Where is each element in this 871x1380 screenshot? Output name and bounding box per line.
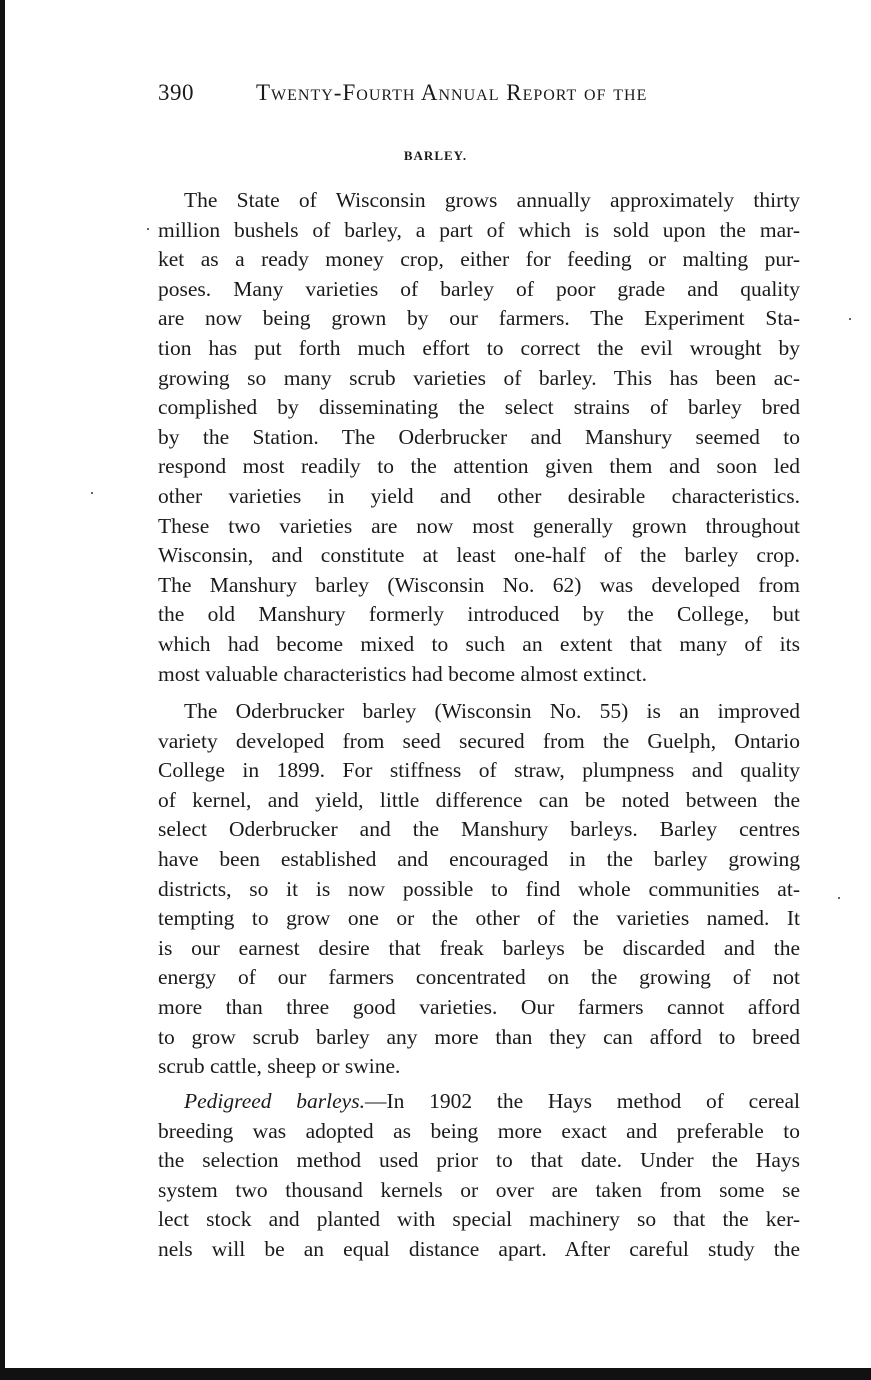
- text-line: select Oderbrucker and the Manshury barleys. Barley centres: [158, 817, 800, 842]
- scan-speck: [838, 897, 840, 899]
- text-line: tion has put forth much effort to correct the evil wrought by: [158, 335, 800, 360]
- text-line: to grow scrub barley any more than they can afford to breed: [158, 1024, 800, 1049]
- running-title: Twenty-Fourth Annual Report of the: [256, 80, 648, 105]
- text-line: nels will be an equal distance apart. After careful study the: [158, 1236, 800, 1261]
- paragraph-1: [158, 186, 800, 689]
- text-line: The Manshury barley (Wisconsin No. 62) was developed from: [158, 572, 800, 597]
- text-line: most valuable characteristics had become almost extinct.: [158, 661, 647, 686]
- text-line: are now being grown by our farmers. The Experiment Sta-: [158, 306, 800, 331]
- text-line: have been established and encouraged in the barley growing: [158, 846, 800, 871]
- text-line: variety developed from seed secured from the Guelph, Ontario: [158, 728, 800, 753]
- text-line: breeding was adopted as being more exact and preferable to: [158, 1118, 800, 1143]
- text-line: tempting to grow one or the other of the varieties named. It: [158, 906, 800, 931]
- scan-speck: [91, 492, 93, 494]
- text-line: scrub cattle, sheep or swine.: [158, 1054, 401, 1079]
- text-line: energy of our farmers concentrated on the growing of not: [158, 965, 800, 990]
- text-line: These two varieties are now most generally grown throughout: [158, 513, 800, 538]
- italic-lead-in: Pedigreed barleys.: [184, 1089, 365, 1113]
- text-line: is our earnest desire that freak barleys be discarded and the: [158, 935, 800, 960]
- text-line: Wisconsin, and constitute at least one-half of the barley crop.: [158, 543, 800, 568]
- section-heading: BARLEY.: [403, 148, 468, 163]
- text-line: poses. Many varieties of barley of poor grade and quality: [158, 276, 800, 301]
- text-line: College in 1899. For stiffness of straw, plumpness and quality: [158, 758, 800, 783]
- text-line: of kernel, and yield, little difference can be noted between the: [158, 787, 800, 812]
- text-line: lect stock and planted with special machinery so that the ker-: [158, 1207, 800, 1232]
- running-head: [158, 80, 798, 114]
- text-line-first: [158, 1087, 800, 1117]
- text-line: The Oderbrucker barley (Wisconsin No. 55) is an improved: [184, 699, 800, 723]
- text-line: million bushels of barley, a part of which is sold upon the mar-: [158, 217, 800, 242]
- text-line: the selection method used prior to that date. Under the Hays: [158, 1148, 800, 1173]
- paragraph-2: [158, 697, 800, 1082]
- text-line: complished by disseminating the select strains of barley bred: [158, 395, 800, 420]
- text-line: by the Station. The Oderbrucker and Manshury seemed to: [158, 424, 800, 449]
- text-run: —In 1902 the Hays method of cereal: [364, 1089, 800, 1113]
- paragraph-3: [158, 1087, 800, 1265]
- text-line: ket as a ready money crop, either for feeding or malting pur-: [158, 247, 800, 272]
- scan-edge-left: [0, 0, 5, 1380]
- text-line: The State of Wisconsin grows annually approximately thirty: [184, 188, 800, 212]
- scan-speck: [849, 318, 851, 320]
- text-line: more than three good varieties. Our farmers cannot afford: [158, 994, 800, 1019]
- scan-edge-bottom: [0, 1368, 871, 1380]
- text-line: the old Manshury formerly introduced by the College, but: [158, 602, 800, 627]
- text-line: system two thousand kernels or over are taken from some se: [158, 1177, 800, 1202]
- text-line: respond most readily to the attention given them and soon led: [158, 454, 800, 479]
- text-line: growing so many scrub varieties of barley. This has been ac-: [158, 365, 800, 390]
- page-number: 390: [158, 80, 194, 105]
- text-line: which had become mixed to such an extent that many of its: [158, 631, 800, 656]
- text-line: districts, so it is now possible to find whole communities at-: [158, 876, 800, 901]
- text-line: other varieties in yield and other desirable characteristics.: [158, 483, 800, 508]
- scan-speck: [147, 228, 149, 230]
